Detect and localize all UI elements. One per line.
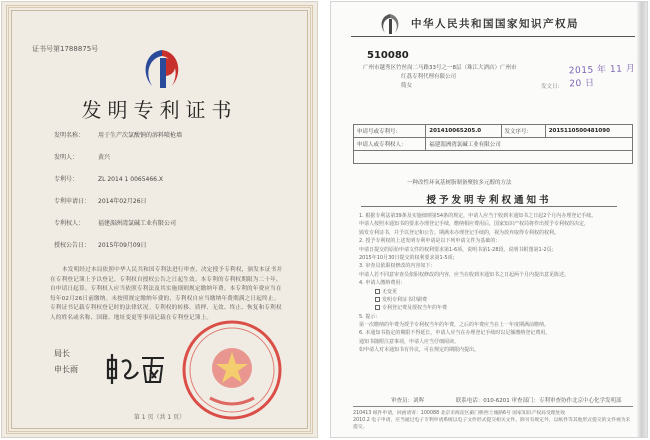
- postal-code: 510080: [367, 50, 409, 61]
- checkbox-icon: [375, 305, 380, 310]
- checkbox-line: 专利登记费及授权当年的年费: [359, 304, 629, 312]
- body-line: 申请人按照本通知书的要求办理登记手续，缴纳相应费用后，国家知识产权局将作出授予专利权的决定，: [359, 221, 590, 228]
- body-line: 3. 审查员依职权修改的内容如下：: [359, 263, 436, 270]
- application-info-table: [353, 124, 633, 164]
- field-patent-number: 专利号： ZL 2014 1 0065466.X: [54, 176, 164, 183]
- field-patentee: 专利权人： 福建湄洲湾氯碱工业有限公司: [54, 220, 177, 227]
- director-title: 局长: [54, 349, 70, 358]
- field-grant-date: 授权公告日： 2015年09月09日: [54, 242, 147, 249]
- invention-subject: 一种改性环氧基树脂制备聚胺多元醇的方法: [407, 180, 512, 186]
- certificate-title: 发明专利证书: [81, 98, 238, 122]
- notice-header: 中华人民共和国国家知识产权局: [411, 18, 579, 30]
- certificate-number: 证书号第1788875号: [32, 45, 99, 53]
- body-line: 2015年10月30日提交的权利要求第1-5项；: [359, 254, 458, 261]
- director-signature-icon: [102, 348, 168, 388]
- body-line: 颁发专利证书，并予以登记和公告。期满未办理登记手续的，视为放弃取得专利权的权利。: [359, 229, 560, 236]
- checkbox-line: 无变更: [359, 288, 629, 296]
- director-name: 申长雨: [54, 365, 78, 374]
- cnipa-logo-icon: [375, 12, 405, 36]
- certificate-body-text: 本发明经过本局依照中华人民共和国专利法进行审查，决定授予专利权，颁发本证书并在专利登记簿上予以登记。专利权自授权公告之日起生效。本专利的专利权期限为二十年，自申请日起算。专利权人应当依照专利法及其实施细则规定缴纳年费。本专利的年费应当在每年02月26日前缴纳。未按照规定缴纳年费的，专利权自应当缴纳年费期满之日起终止。专利证书记载专利权登记时的法律状况。专利权的转移、质押、无效、终止、恢复和专利权人的姓名或名称、国籍、地址变更等事项记载在专利登记簿上。: [50, 267, 283, 321]
- table-row: [354, 151, 633, 164]
- grant-notice: [330, 1, 648, 438]
- table-row: 申请号或专利号： 201410065205.0 发文序号： 2015110500481090: [354, 125, 633, 138]
- body-line: 4. 申请人缴纳费用：: [359, 280, 406, 287]
- official-seal-icon: [180, 318, 284, 422]
- body-line: 第一次缴纳的年费为授予专利权当年的年费，之后的年费应当在上一年度期满前缴纳。: [359, 322, 550, 329]
- title-divider: [361, 206, 617, 207]
- notice-title: 授予发明专利权通知书: [426, 195, 552, 206]
- certificate-page-footer: 第 1 页（共 1 页）: [133, 414, 186, 421]
- table-row: 申请人或专利权人： 福建湄洲湾氯碱工业有限公司: [354, 138, 633, 151]
- issue-date-label: 发文日：: [541, 84, 564, 90]
- body-line: 5. 提示：: [359, 313, 381, 320]
- notice-body: [359, 212, 629, 355]
- body-line: 1. 根据专利法第39条及实施细则第54条的规定，申请人应当于收到本通知书之日起2个月内办理登记手续。: [359, 213, 597, 219]
- field-inventor: 发明人： 黄兴: [54, 154, 111, 161]
- examiner-line: 审查员：刘晖 联系电话：010-6201 审查部门：专利审查协作北京中心化学发明部: [391, 398, 622, 404]
- body-line: 申请日提交的原始申请文件的权利要求第1-6项、说明书第1-28段、说明书附图第1-2页；: [359, 246, 557, 253]
- checkbox-icon: [375, 289, 380, 294]
- footer-divider: [353, 406, 633, 407]
- header-divider: [351, 36, 635, 37]
- body-line: 通知书随附注意事项，申请人应当仔细阅读。: [359, 338, 460, 345]
- checkbox-line: 发明专利证书印刷费: [359, 296, 629, 304]
- body-line: 申请人若不同意审查员依职权修改的内容，应当在收到本通知书之日起两个月内提出意见陈述。: [359, 271, 570, 278]
- director-block: [54, 346, 78, 378]
- page-edge-shadow: [637, 2, 647, 437]
- field-filing-date: 专利申请日： 2014年02月26日: [54, 198, 147, 205]
- checkbox-icon: [375, 297, 380, 302]
- body-line: 如申请人对本通知书有异议，可在规定的期限内提出。: [359, 347, 480, 354]
- body-line: 6. 本通知书指定的期限不得延长，申请人应当在办理登记手续时以足额缴纳登记费用。: [359, 330, 551, 337]
- field-invention-name: 发明名称： 用于生产次氯酸钠的溶料喷枪墙: [54, 132, 183, 139]
- notice-footer: 210413 纸件申请，回函请寄：100088 北京市海淀区蓟门桥西土城路6号 国家知识产权局受理处收 2010.2 电子申请，应当通过电子专利申请系统以电子文件形式提交相关文件。除另有规定外，以纸件等其他形式提交的文件视为未提交。: [353, 411, 631, 430]
- patent-certificate: [1, 1, 318, 438]
- body-line: 2. 授予专利权的上述发明专利申请是以下列申请文件为基础的：: [359, 238, 501, 245]
- recipient-address: 广州市越秀区竹丝岗二马路33号之一8层（珠江大酒店）广州市 红荔专利代理有限公司 简女: [363, 65, 517, 89]
- issue-date-stamp: 2015 年 11 月 20 日: [568, 64, 636, 90]
- cnipa-logo-icon: [132, 42, 192, 94]
